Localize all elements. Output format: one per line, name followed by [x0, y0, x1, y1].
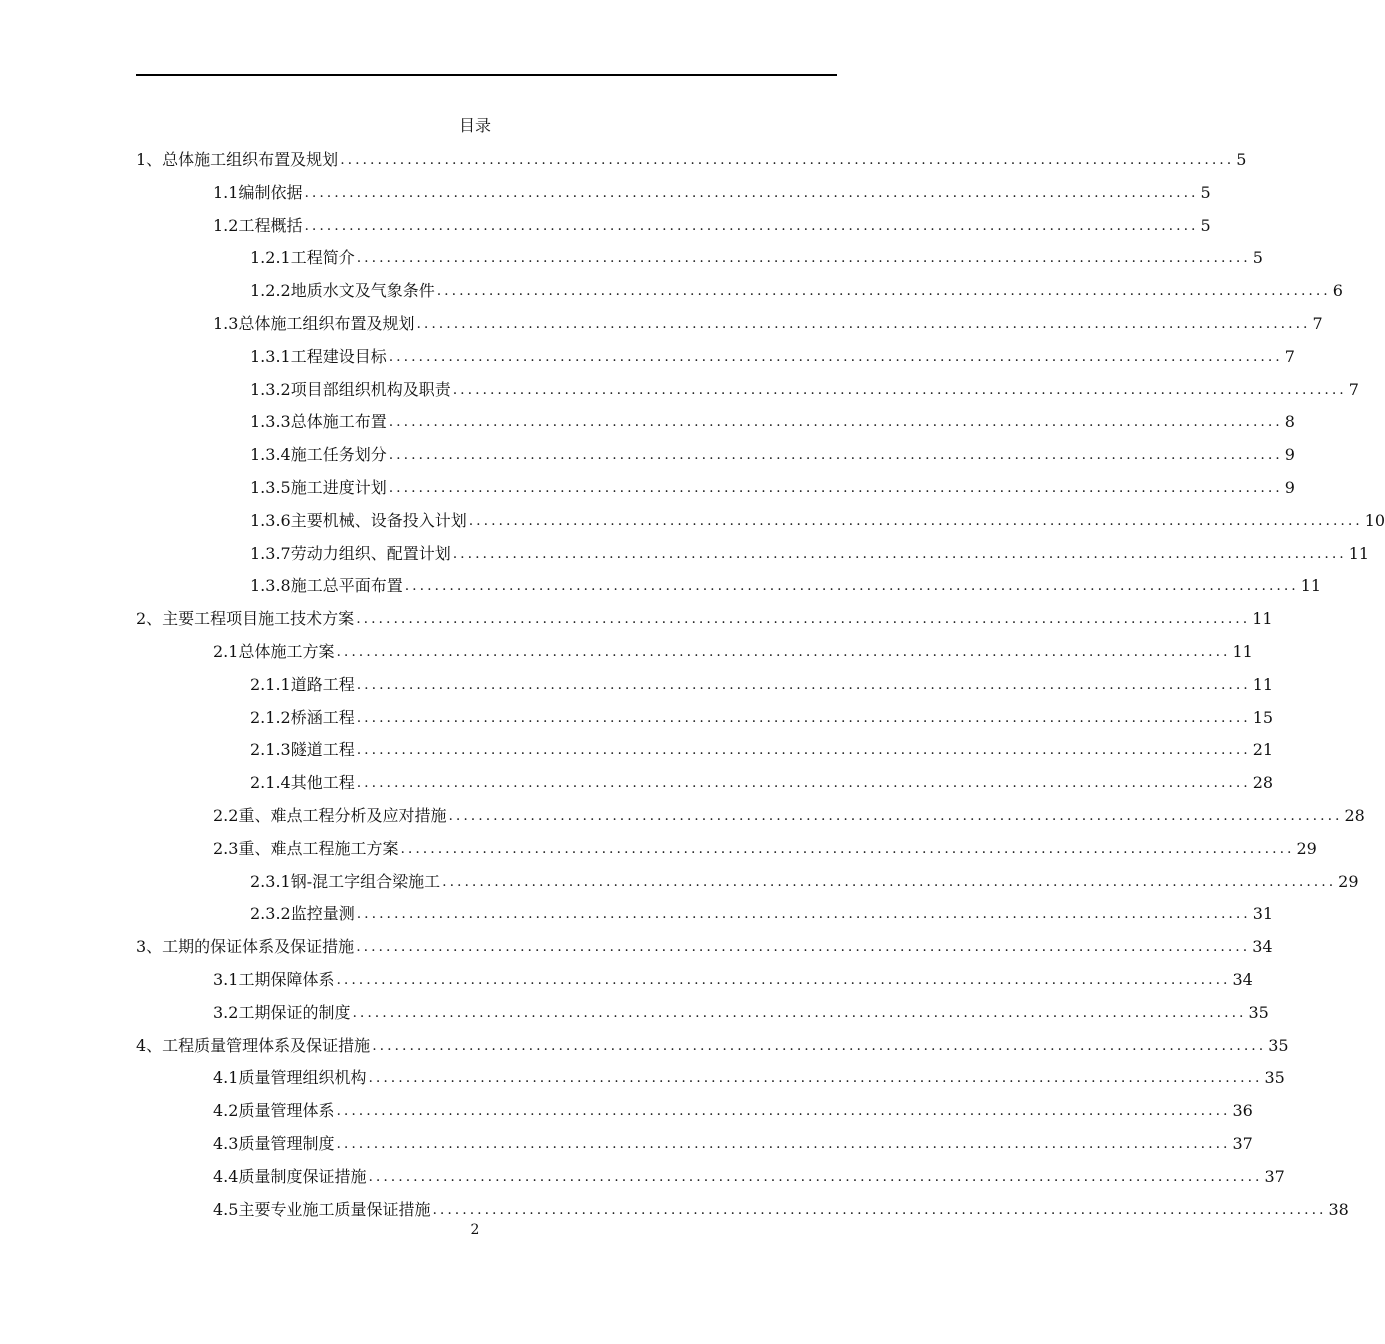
- toc-entry-label: 1.3.5施工进度计划: [250, 478, 387, 497]
- toc-entry[interactable]: [250, 769, 1274, 793]
- toc-entry-label: 2.1.2桥涵工程: [250, 707, 355, 727]
- toc-entry[interactable]: [250, 736, 1274, 760]
- toc-entry-page: 36: [1232, 1101, 1253, 1121]
- toc-entry-label: 4.4质量制度保证措施: [213, 1166, 367, 1186]
- toc-dot-leader: ........................................................................................................................: [340, 152, 1235, 168]
- toc-entry[interactable]: [250, 441, 1295, 465]
- toc-dot-leader: ........................................................................................................................: [388, 348, 1283, 365]
- toc-dot-leader: ........................................................................................................................: [432, 1201, 1327, 1218]
- toc-dot-leader: ........................................................................................................................: [436, 283, 1331, 300]
- toc-entry-page: 6: [1332, 281, 1343, 301]
- toc-entry[interactable]: [136, 146, 1247, 170]
- toc-entry-label: 2.3重、难点工程施工方案: [213, 838, 399, 858]
- toc-entry-label: 4.3质量管理制度: [213, 1134, 335, 1153]
- toc-dot-leader: ........................................................................................................................: [388, 414, 1283, 431]
- toc-dot-leader: ........................................................................................................................: [442, 873, 1337, 890]
- toc-entry-label: 2.1.1道路工程: [250, 674, 355, 694]
- toc-entry-page: 37: [1264, 1166, 1285, 1186]
- toc-entry-label: 1.3.1工程建设目标: [250, 346, 387, 366]
- toc-entry[interactable]: [213, 966, 1253, 990]
- toc-entry[interactable]: [213, 212, 1211, 236]
- toc-entry-label: 3、工期的保证体系及保证措施: [136, 937, 355, 957]
- toc-dot-leader: ........................................................................................................................: [336, 972, 1231, 988]
- toc-dot-leader: ........................................................................................................................: [452, 381, 1347, 398]
- toc-entry-page: 34: [1252, 937, 1273, 957]
- toc-dot-leader: ........................................................................................................................: [452, 545, 1347, 562]
- toc-entry-page: 28: [1252, 773, 1274, 793]
- toc-dot-leader: ........................................................................................................................: [404, 578, 1299, 595]
- toc-dot-leader: ........................................................................................................................: [336, 644, 1231, 660]
- toc-dot-leader: ........................................................................................................................: [356, 742, 1251, 759]
- page-number: 2: [470, 1222, 480, 1238]
- toc-entry[interactable]: [213, 835, 1317, 859]
- toc-entry-page: 35: [1248, 1002, 1269, 1022]
- toc-dot-leader: ........................................................................................................................: [356, 250, 1251, 267]
- toc-entry-page: 38: [1328, 1199, 1349, 1219]
- header-rule: [136, 74, 837, 76]
- toc-entry-page: 29: [1338, 871, 1359, 891]
- toc-dot-leader: ........................................................................................................................: [336, 1103, 1231, 1120]
- toc-dot-leader: ........................................................................................................................: [336, 1136, 1231, 1152]
- toc-title: 目录: [458, 116, 491, 135]
- toc-entry[interactable]: [250, 408, 1295, 432]
- toc-entry-page: 28: [1344, 806, 1365, 825]
- toc-entry-label: 1.2.2地质水文及气象条件: [250, 281, 435, 301]
- toc-entry-page: 35: [1264, 1068, 1285, 1088]
- toc-entry-label: 1.3.4施工任务划分: [250, 445, 387, 465]
- toc-entry-page: 5: [1236, 150, 1247, 169]
- toc-entry[interactable]: [250, 277, 1343, 301]
- toc-entry[interactable]: [213, 179, 1211, 203]
- toc-entry-label: 1、总体施工组织布置及规划: [136, 150, 339, 169]
- toc-dot-leader: ........................................................................................................................: [372, 1037, 1267, 1054]
- toc-entry[interactable]: [250, 540, 1370, 564]
- toc-entry-label: 2.1.3隧道工程: [250, 740, 355, 760]
- toc-entry-page: 21: [1252, 740, 1274, 760]
- toc-entry[interactable]: [250, 704, 1274, 728]
- toc-entry-page: 5: [1252, 248, 1263, 268]
- toc-entry[interactable]: [213, 802, 1365, 826]
- toc-entry[interactable]: [250, 900, 1274, 924]
- toc-entry-label: 1.2.1工程简介: [250, 248, 355, 268]
- toc-entry[interactable]: [213, 638, 1253, 662]
- toc-entry[interactable]: [250, 244, 1263, 268]
- toc-entry[interactable]: [136, 605, 1273, 629]
- toc-entry[interactable]: [213, 310, 1323, 334]
- toc-entry-page: 10: [1364, 510, 1385, 530]
- toc-entry-page: 31: [1252, 904, 1274, 924]
- toc-entry[interactable]: [213, 1130, 1253, 1154]
- toc-dot-leader: ........................................................................................................................: [356, 611, 1251, 628]
- toc-entry-page: 9: [1284, 478, 1295, 497]
- toc-entry-label: 4、工程质量管理体系及保证措施: [136, 1035, 371, 1055]
- toc-entry-page: 11: [1252, 609, 1273, 629]
- toc-entry[interactable]: [213, 1196, 1349, 1220]
- toc-entry-label: 4.5主要专业施工质量保证措施: [213, 1199, 431, 1219]
- toc-dot-leader: ........................................................................................................................: [356, 775, 1251, 792]
- toc-entry[interactable]: [250, 868, 1359, 892]
- toc-entry-label: 2、主要工程项目施工技术方案: [136, 609, 355, 629]
- toc-dot-leader: ........................................................................................................................: [468, 512, 1363, 529]
- toc-entry-label: 1.3.6主要机械、设备投入计划: [250, 510, 467, 530]
- toc-entry-page: 11: [1232, 642, 1253, 661]
- toc-entry-label: 2.1总体施工方案: [213, 642, 335, 661]
- toc-entry-page: 34: [1232, 970, 1253, 989]
- toc-entry[interactable]: [250, 507, 1385, 531]
- toc-entry-page: 9: [1284, 445, 1295, 465]
- toc-entry-label: 2.3.2监控量测: [250, 904, 355, 924]
- toc-dot-leader: ........................................................................................................................: [400, 840, 1295, 857]
- toc-dot-leader: ........................................................................................................................: [356, 709, 1251, 726]
- toc-entry[interactable]: [213, 1064, 1285, 1088]
- toc-entry[interactable]: [136, 933, 1273, 957]
- toc-dot-leader: ........................................................................................................................: [448, 808, 1343, 824]
- toc-entry-label: 1.3.3总体施工布置: [250, 412, 387, 432]
- toc-entry-page: 15: [1252, 707, 1274, 727]
- toc-entry-page: 7: [1312, 314, 1323, 333]
- toc-dot-leader: ........................................................................................................................: [352, 1004, 1247, 1021]
- toc-dot-leader: ........................................................................................................................: [368, 1070, 1263, 1087]
- toc-entry-page: 35: [1268, 1035, 1289, 1055]
- toc-dot-leader: ........................................................................................................................: [388, 480, 1283, 496]
- toc-entry-label: 1.2工程概括: [213, 215, 303, 235]
- toc-entry[interactable]: [213, 999, 1269, 1023]
- toc-entry-page: 7: [1348, 379, 1359, 399]
- toc-dot-leader: ........................................................................................................................: [356, 906, 1251, 923]
- toc-entry[interactable]: [250, 474, 1295, 498]
- toc-entry-page: 8: [1284, 412, 1295, 432]
- toc-entry[interactable]: [136, 1032, 1289, 1056]
- toc-entry-label: 2.1.4其他工程: [250, 773, 355, 793]
- toc-entry[interactable]: [213, 1097, 1253, 1121]
- toc-entry-label: 1.1编制依据: [213, 182, 303, 202]
- toc-dot-leader: ........................................................................................................................: [304, 184, 1199, 201]
- toc-entry-label: 1.3.2项目部组织机构及职责: [250, 379, 451, 399]
- toc-entry[interactable]: [250, 572, 1322, 596]
- toc-entry-label: 1.3总体施工组织布置及规划: [213, 314, 415, 333]
- toc-entry-page: 5: [1200, 215, 1211, 235]
- toc-entry-label: 4.1质量管理组织机构: [213, 1068, 367, 1088]
- toc-entry-page: 5: [1200, 182, 1211, 202]
- toc-entry-label: 3.2工期保证的制度: [213, 1002, 351, 1022]
- toc-entry-page: 11: [1300, 576, 1322, 596]
- toc-entry[interactable]: [213, 1163, 1285, 1187]
- toc-entry-label: 1.3.8施工总平面布置: [250, 576, 403, 596]
- toc-entry[interactable]: [250, 343, 1295, 367]
- toc-dot-leader: ........................................................................................................................: [304, 217, 1199, 234]
- toc-dot-leader: ........................................................................................................................: [356, 676, 1251, 693]
- toc-entry-page: 11: [1252, 674, 1274, 694]
- toc-entry-label: 1.3.7劳动力组织、配置计划: [250, 543, 451, 563]
- toc-entry-page: 29: [1296, 838, 1317, 858]
- toc-dot-leader: ........................................................................................................................: [388, 447, 1283, 464]
- toc-entry-page: 37: [1232, 1134, 1253, 1153]
- toc-entry-label: 4.2质量管理体系: [213, 1101, 335, 1121]
- toc-dot-leader: ........................................................................................................................: [416, 316, 1311, 332]
- toc-entry-page: 11: [1348, 543, 1370, 563]
- toc-entry-label: 3.1工期保障体系: [213, 970, 335, 989]
- toc-entry[interactable]: [250, 376, 1359, 400]
- toc-entry-label: 2.3.1钢-混工字组合梁施工: [250, 871, 441, 891]
- toc-entry[interactable]: [250, 671, 1274, 695]
- toc-dot-leader: ........................................................................................................................: [356, 939, 1251, 956]
- toc-dot-leader: ........................................................................................................................: [368, 1168, 1263, 1185]
- toc-entry-page: 7: [1284, 346, 1295, 366]
- toc-entry-label: 2.2重、难点工程分析及应对措施: [213, 806, 447, 825]
